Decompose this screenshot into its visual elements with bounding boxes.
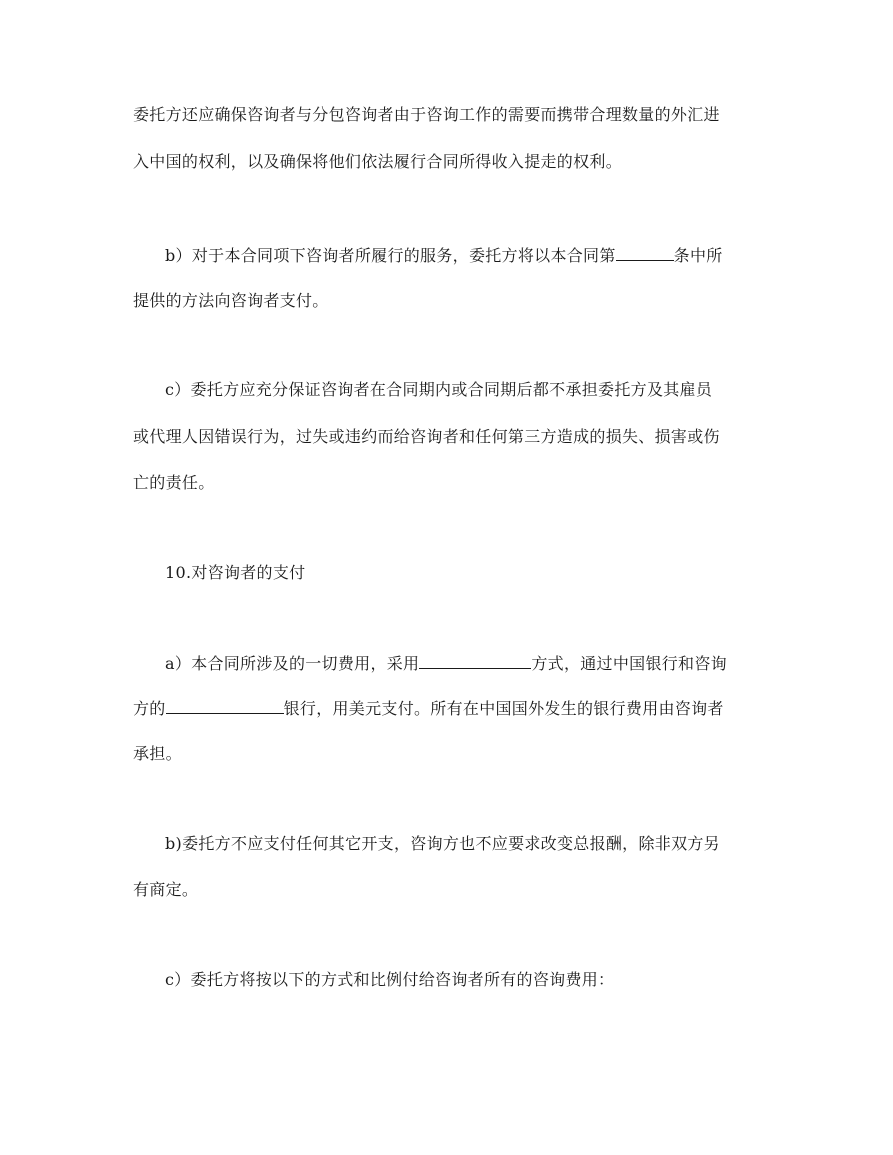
bank-name-blank	[166, 697, 284, 714]
paragraph-5-line-1: b)委托方不应支付任何其它开支，咨询方也不应要求改变总报酬，除非双方另	[165, 834, 720, 853]
section-heading: 10.对咨询者的支付	[165, 563, 306, 582]
paragraph-2-line-2: 提供的方法向咨询者支付。	[133, 291, 329, 310]
paragraph-1-line-2: 入中国的权利，以及确保将他们依法履行合同所得收入提走的权利。	[133, 152, 623, 171]
paragraph-3-line-3: 亡的责任。	[133, 473, 215, 492]
paragraph-2-text-before-blank: b）对于本合同项下咨询者所履行的服务，委托方将以本合同第	[165, 246, 616, 265]
payment-method-blank	[419, 652, 531, 669]
paragraph-4-text-after-blank: 方式，通过中国银行和咨询	[531, 654, 727, 673]
paragraph-4-line-3: 承担。	[133, 744, 182, 763]
paragraph-4-line-2	[133, 697, 724, 720]
paragraph-3-line-2: 或代理人因错误行为，过失或违约而给咨询者和任何第三方造成的损失、损害或伤	[133, 427, 720, 446]
paragraph-6-line-1: c）委托方将按以下的方式和比例付给咨询者所有的咨询费用：	[165, 970, 615, 989]
paragraph-4-line-2-before-blank: 方的	[133, 699, 166, 718]
paragraph-4-text-before-blank: a）本合同所涉及的一切费用，采用	[165, 654, 420, 673]
paragraph-4-line-2-after-blank: 银行，用美元支付。所有在中国国外发生的银行费用由咨询者	[283, 699, 724, 718]
paragraph-5-line-2: 有商定。	[133, 880, 199, 899]
paragraph-2-line-1	[165, 244, 723, 267]
paragraph-2-text-after-blank: 条中所	[673, 246, 723, 265]
paragraph-3-line-1: c）委托方应充分保证咨询者在合同期内或合同期后都不承担委托方及其雇员	[165, 380, 713, 399]
paragraph-1-line-1: 委托方还应确保咨询者与分包咨询者由于咨询工作的需要而携带合理数量的外汇进	[133, 105, 720, 124]
article-number-blank	[616, 244, 674, 261]
paragraph-4-line-1	[165, 652, 727, 675]
